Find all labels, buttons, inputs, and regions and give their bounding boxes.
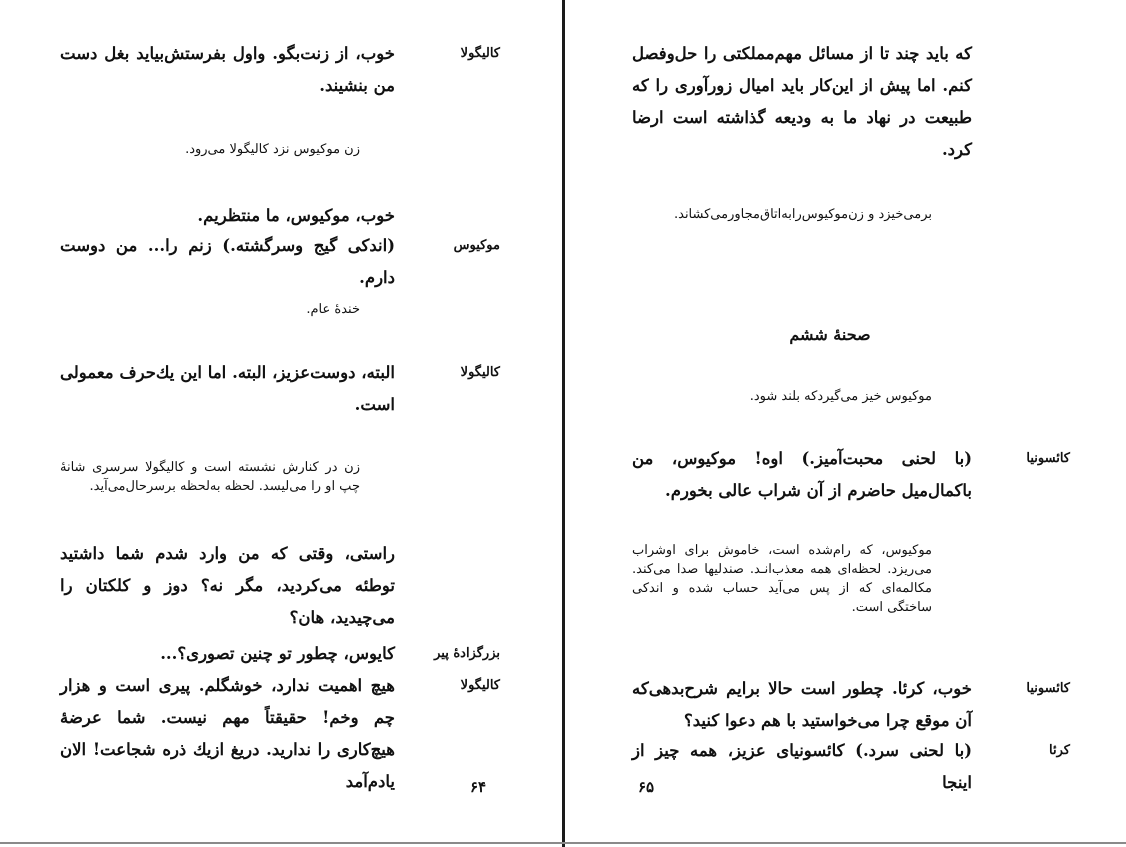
dialogue-text: راستی، وقتی که من وارد شدم شما داشتید توطئه می‌کردید، مگر نه؟ دوز و کلکتان را می‌چیدید، هان؟	[60, 544, 395, 627]
speaker-label: کالیگولا	[460, 46, 500, 61]
stage-direction: زن موکیوس نزد کالیگولا می‌رود.	[185, 142, 360, 157]
dialogue-text: که باید چند تا از مسائل مهم‌مملکتی را حل‌وفصل کنم. اما پیش از این‌کار باید امیال زورآوری را که طبیعت در نهاد ما به ودیعه گذاشته است ارضا کرد.	[632, 44, 972, 159]
speaker-label: کائسونیا	[1026, 451, 1070, 466]
dialogue-text: خوب، موکیوس، ما منتظریم.	[197, 206, 395, 225]
dialogue-text: (اندکی گیج وسرگشته.) زنم را... من دوست دارم.	[60, 236, 395, 287]
book-gutter	[562, 0, 565, 847]
page-number: ۶۵	[638, 778, 655, 796]
scene-title: صحنهٔ ششم	[789, 325, 871, 344]
speaker-label: بزرگزادهٔ پیر	[434, 646, 500, 661]
stage-direction: خندهٔ عام.	[306, 302, 360, 317]
stage-direction: زن در کنارش نشسته است و کالیگولا سرسری شانهٔ چپ او را می‌لیسد. لحظه به‌لحظه برسرحال‌می‌آید.	[60, 460, 360, 494]
bottom-edge	[0, 842, 1126, 844]
dialogue-text: (با لحنی محبت‌آمیز.) اوه! موکیوس، من باکمال‌میل حاضرم از آن شراب عالی بخورم.	[632, 449, 972, 500]
page-number: ۶۴	[470, 778, 487, 796]
speaker-label: کالیگولا	[460, 678, 500, 693]
dialogue-text: خوب، کرئا. چطور است حالا برایم شرح‌بدهی‌که آن موقع چرا می‌خواستید با هم دعوا کنید؟	[632, 679, 972, 730]
dialogue-text: (با لحنی سرد.) کائسونیای عزیز، همه چیز از اینجا	[632, 741, 972, 792]
speaker-label: کرئا	[1049, 743, 1070, 758]
dialogue-text: البته، دوست‌عزیز، البته. اما این یك‌حرف معمولی است.	[60, 363, 395, 414]
stage-direction: برمی‌خیزد و زن‌موکیوس‌رابه‌اتاق‌مجاورمی‌کشاند.	[673, 207, 932, 222]
dialogue-text: کایوس، چطور تو چنین تصوری؟...	[160, 644, 395, 663]
speaker-label: کالیگولا	[460, 365, 500, 380]
stage-direction: موکیوس، که رام‌شده است، خاموش برای اوشراب می‌ریزد. لحظه‌ای همه معذب‌انـد. صندلیها صدا می‌کند. مکالمه‌ای که از پس می‌آید حساب شده و اندکی ساختگی است.	[632, 543, 932, 615]
dialogue-text: هیچ اهمیت ندارد، خوشگلم. پیری است و هزار چم وخم! حقیقتاً مهم نیست. شما عرضهٔ هیچ‌کاری را ندارید. دریغ ازیك ذره شجاعت! الان یادم‌آمد	[60, 676, 395, 791]
dialogue-text: خوب، از زنت‌بگو. واول بفرستش‌بیاید بغل دست من بنشیند.	[60, 44, 395, 95]
stage-direction: موکیوس خیز می‌گیردکه بلند شود.	[749, 389, 932, 404]
speaker-label: کائسونیا	[1026, 681, 1070, 696]
speaker-label: موکیوس	[453, 238, 500, 253]
